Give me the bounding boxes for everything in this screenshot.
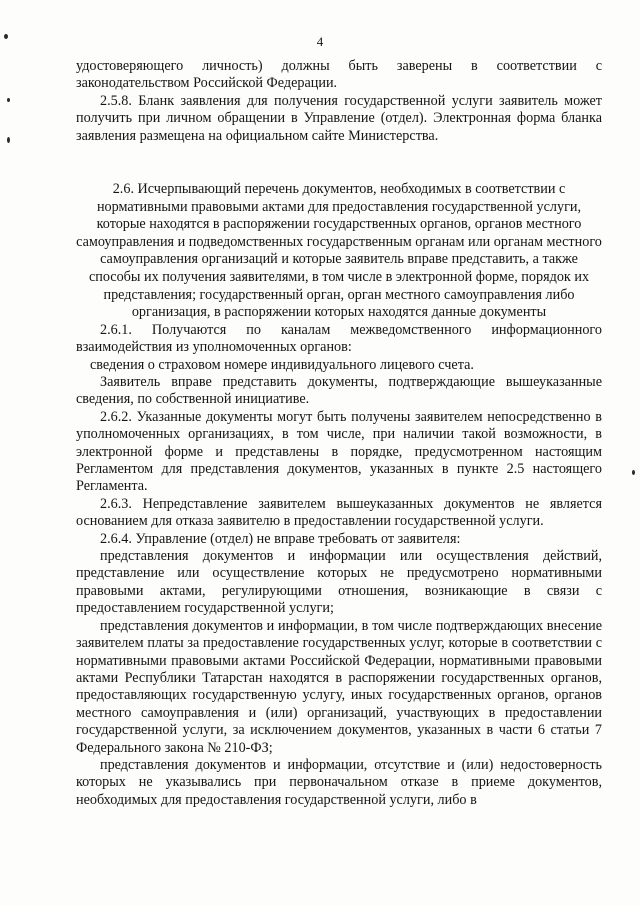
paragraph-2-6-4-item-2: представления документов и информации, в том числе подтверждающих внесение заявителем платы за предоставление государственных услуг, которые в соответствии с нормативными правовыми актами Российской Федерации, нормативными правовыми актами Республики Татарстан находятся в распоряжении государственных органов, предоставляющих государственную услугу, иных государственных органов, органов местного самоуправления и (или) организаций, участвующих в предоставлении государственной услуги, за исключением документов, указанных в части 6 статьи 7 Федерального закона № 210-ФЗ; <box>76 617 602 756</box>
scan-mark <box>7 137 10 143</box>
paragraph-2-6-2: 2.6.2. Указанные документы могут быть получены заявителем непосредственно в уполномоченных организациях, в том числе, при наличии такой возможности, в электронной форме и представлены в порядке, предусмотренном настоящим Регламентом для представления документов, указанных в пункте 2.5 настоящего Регламента. <box>76 408 602 495</box>
paragraph-2-6-4-item-3: представления документов и информации, отсутствие и (или) недостоверность которых не указывались при первоначальном отказе в приеме документов, необходимых для предоставления государственной услуги, либо в <box>76 756 602 808</box>
paragraph-2-6-1-note: Заявитель вправе представить документы, подтверждающие вышеуказанные сведения, по собственной инициативе. <box>76 374 602 408</box>
paragraph-2-6-1: 2.6.1. Получаются по каналам межведомственного информационного взаимодействия из уполномоченных органов: <box>76 321 602 356</box>
scan-mark <box>632 470 635 475</box>
paragraph-2-6-4: 2.6.4. Управление (отдел) не вправе требовать от заявителя: <box>100 530 461 547</box>
document-body <box>76 58 602 809</box>
paragraph-continuation: удостоверяющего личность) должны быть заверены в соответствии с законодательством Российской Федерации. <box>76 58 602 92</box>
page-number: 4 <box>316 34 324 49</box>
scan-mark <box>7 98 10 102</box>
section-heading-2-6: 2.6. Исчерпывающий перечень документов, необходимых в соответствии с нормативными правовыми актами для предоставления государственной услуги, которые находятся в распоряжении государственных органов, органов местного самоуправления и подведомственных государственным органам или органам местного самоуправления организаций и которые заявитель вправе представить, а также способы их получения заявителями, в том числе в электронной форме, порядок их представления; государственный орган, орган местного самоуправления либо организация, в распоряжении которых находятся данные документы <box>76 181 602 321</box>
paragraph-2-6-4-item-1: представления документов и информации или осуществления действий, представление или осуществление которых не предусмотрено нормативными правовыми актами, регулирующими отношения, возникающие в связи с предоставлением государственной услуги; <box>76 548 602 617</box>
paragraph-2-5-8: 2.5.8. Бланк заявления для получения государственной услуги заявитель может получить при личном обращении в Управление (отдел). Электронная форма бланка заявления размещена на официальном сайте Министерства. <box>76 92 602 144</box>
paragraph-2-6-3: 2.6.3. Непредставление заявителем вышеуказанных документов не является основанием для отказа заявителю в предоставлении государственной услуги. <box>76 495 602 530</box>
paragraph-2-6-1-item: сведения о страховом номере индивидуального лицевого счета. <box>90 356 474 373</box>
